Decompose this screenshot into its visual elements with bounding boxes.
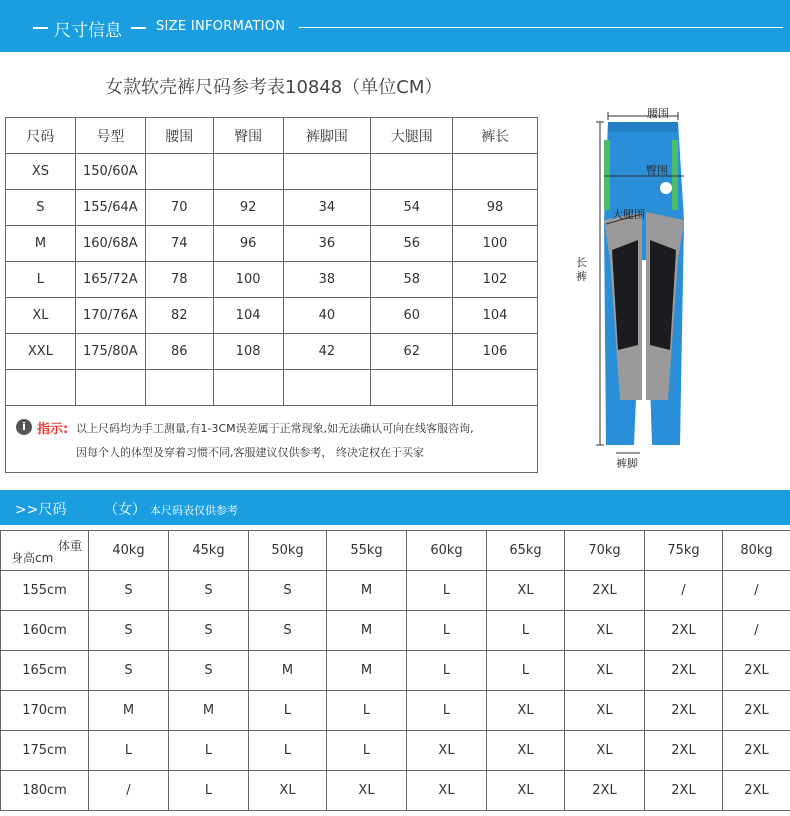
size-cell: XL: [487, 571, 565, 611]
size-table-cell: 165/72A: [75, 262, 145, 298]
size-table-cell: 104: [213, 298, 283, 334]
chart-row: [1, 691, 790, 731]
size-table-header-cell: 大腿围: [371, 118, 453, 154]
size-cell: /: [89, 771, 169, 811]
size-table-cell: 102: [453, 262, 538, 298]
weight-header-cell: 80kg: [723, 531, 790, 571]
size-cell: 2XL: [723, 731, 790, 771]
chart-header-label: >>尺码: [15, 502, 67, 518]
size-table-cell: [145, 154, 213, 190]
chart-row: [1, 771, 790, 811]
size-table-cell: 86: [145, 334, 213, 370]
size-cell: S: [169, 611, 249, 651]
size-chart-banner: [0, 490, 790, 525]
size-table-cell: 100: [213, 262, 283, 298]
size-table-cell: M: [6, 226, 76, 262]
size-cell: L: [407, 691, 487, 731]
weight-header-cell: 70kg: [565, 531, 645, 571]
chart-row: [1, 731, 790, 771]
note-label: 指示:: [37, 422, 69, 437]
size-cell: /: [723, 571, 790, 611]
hip-label: 臀围: [646, 164, 668, 177]
size-table-cell: 96: [213, 226, 283, 262]
size-cell: L: [407, 611, 487, 651]
chart-row: [1, 611, 790, 651]
size-cell: XL: [487, 731, 565, 771]
banner-dash: [33, 27, 48, 29]
size-table-cell: 60: [371, 298, 453, 334]
weight-header-cell: 40kg: [89, 531, 169, 571]
size-cell: 2XL: [645, 651, 723, 691]
size-table-row: [6, 334, 538, 370]
size-cell: M: [327, 611, 407, 651]
chart-header-row: [1, 531, 790, 571]
size-table-cell: S: [6, 190, 76, 226]
size-table-cell: 38: [283, 262, 371, 298]
measurement-note: [5, 405, 538, 473]
size-table-cell: [453, 370, 538, 406]
size-cell: XL: [327, 771, 407, 811]
size-table-cell: 108: [213, 334, 283, 370]
size-table-cell: [213, 370, 283, 406]
chart-corner-cell: [1, 531, 89, 571]
size-cell: XL: [565, 731, 645, 771]
pants-shape: [604, 122, 684, 445]
size-table-cell: 175/80A: [75, 334, 145, 370]
size-cell: L: [327, 731, 407, 771]
size-table-cell: XXL: [6, 334, 76, 370]
size-measurement-table: [5, 117, 538, 406]
size-cell: S: [89, 571, 169, 611]
size-cell: 2XL: [723, 691, 790, 731]
size-table-row: [6, 154, 538, 190]
size-cell: 2XL: [565, 571, 645, 611]
size-cell: S: [249, 611, 327, 651]
weight-header-cell: 65kg: [487, 531, 565, 571]
size-cell: L: [407, 571, 487, 611]
size-table-cell: L: [6, 262, 76, 298]
chart-header-note: 本尺码表仅供参考: [150, 504, 238, 517]
size-table-cell: 155/64A: [75, 190, 145, 226]
size-cell: S: [169, 651, 249, 691]
length-label: 长裤: [576, 256, 587, 283]
size-table-cell: XS: [6, 154, 76, 190]
size-cell: M: [249, 651, 327, 691]
size-cell: XL: [407, 731, 487, 771]
size-cell: L: [249, 731, 327, 771]
size-cell: 2XL: [645, 731, 723, 771]
info-icon: i: [16, 419, 32, 435]
size-table-cell: 106: [453, 334, 538, 370]
size-cell: 2XL: [645, 771, 723, 811]
size-table-header-cell: 裤脚围: [283, 118, 371, 154]
size-table-cell: [371, 154, 453, 190]
note-line-1: 以上尺码均为手工测量,有1-3CM误差属于正常现象,如无法确认可向在线客服咨询,: [76, 422, 474, 435]
chart-header-gender: （女）: [104, 502, 146, 518]
weight-header-cell: 55kg: [327, 531, 407, 571]
size-table-cell: 36: [283, 226, 371, 262]
weight-header-cell: 50kg: [249, 531, 327, 571]
weight-axis-label: 体重: [57, 539, 82, 553]
size-table-cell: [213, 154, 283, 190]
size-cell: XL: [565, 651, 645, 691]
height-weight-size-table: [0, 530, 790, 811]
size-cell: L: [487, 651, 565, 691]
size-table-cell: [283, 370, 371, 406]
size-cell: M: [89, 691, 169, 731]
weight-header-cell: 60kg: [407, 531, 487, 571]
size-cell: 2XL: [723, 651, 790, 691]
size-cell: XL: [487, 771, 565, 811]
waist-label: 腰围: [647, 107, 669, 120]
height-axis-label: 身高cm: [11, 551, 54, 565]
size-cell: L: [169, 771, 249, 811]
size-cell: 2XL: [645, 611, 723, 651]
size-cell: XL: [565, 611, 645, 651]
chart-row: [1, 651, 790, 691]
size-table-cell: 42: [283, 334, 371, 370]
size-table-row: [6, 370, 538, 406]
size-table-cell: 82: [145, 298, 213, 334]
size-table-cell: 98: [453, 190, 538, 226]
size-table-cell: [75, 370, 145, 406]
size-cell: L: [249, 691, 327, 731]
size-table-cell: 92: [213, 190, 283, 226]
size-cell: M: [327, 651, 407, 691]
banner-title-en: SIZE INFORMATION: [156, 19, 286, 34]
size-table-cell: 160/68A: [75, 226, 145, 262]
size-cell: 2XL: [723, 771, 790, 811]
size-table-row: [6, 226, 538, 262]
size-cell: S: [89, 651, 169, 691]
size-table-cell: 100: [453, 226, 538, 262]
size-table-header-cell: 腰围: [145, 118, 213, 154]
size-cell: XL: [487, 691, 565, 731]
size-table-cell: [283, 154, 371, 190]
height-cell: 180cm: [1, 771, 89, 811]
banner-divider: [299, 27, 783, 28]
size-table-cell: 62: [371, 334, 453, 370]
size-cell: 2XL: [565, 771, 645, 811]
page-subtitle: 女款软壳裤尺码参考表10848（单位CM）: [105, 77, 443, 98]
size-table-header-cell: 臀围: [213, 118, 283, 154]
note-line-2: 因每个人的体型及穿着习惯不同,客服建议仅供参考， 终决定权在于买家: [76, 446, 424, 459]
height-cell: 155cm: [1, 571, 89, 611]
size-table-cell: [145, 370, 213, 406]
size-cell: XL: [565, 691, 645, 731]
size-cell: S: [169, 571, 249, 611]
size-table-cell: 104: [453, 298, 538, 334]
size-cell: XL: [249, 771, 327, 811]
size-cell: M: [169, 691, 249, 731]
size-cell: M: [327, 571, 407, 611]
size-table-cell: 54: [371, 190, 453, 226]
size-cell: L: [89, 731, 169, 771]
size-table-cell: 74: [145, 226, 213, 262]
size-table-cell: 170/76A: [75, 298, 145, 334]
size-table-header: [6, 118, 538, 154]
size-table-cell: 56: [371, 226, 453, 262]
pants-measurement-diagram: [560, 100, 790, 480]
weight-header-cell: 75kg: [645, 531, 723, 571]
size-table-cell: 78: [145, 262, 213, 298]
size-table-row: [6, 190, 538, 226]
banner-dash: [131, 27, 146, 29]
banner-title-cn: 尺寸信息: [54, 21, 122, 41]
size-table-cell: [6, 370, 76, 406]
size-table-cell: [371, 370, 453, 406]
size-cell: S: [89, 611, 169, 651]
height-cell: 170cm: [1, 691, 89, 731]
size-table-header-cell: 裤长: [453, 118, 538, 154]
size-cell: L: [487, 611, 565, 651]
size-table-cell: 34: [283, 190, 371, 226]
size-cell: XL: [407, 771, 487, 811]
size-table-row: [6, 298, 538, 334]
size-table-header-cell: 号型: [75, 118, 145, 154]
size-info-banner: [0, 0, 790, 52]
hem-label: 裤脚: [616, 457, 638, 470]
size-table-row: [6, 262, 538, 298]
size-cell: L: [407, 651, 487, 691]
height-cell: 175cm: [1, 731, 89, 771]
size-cell: S: [249, 571, 327, 611]
size-table-cell: [453, 154, 538, 190]
size-table-cell: 40: [283, 298, 371, 334]
thigh-label: 大腿围: [612, 208, 645, 221]
pants-illustration: [560, 100, 790, 480]
size-cell: L: [169, 731, 249, 771]
weight-header-cell: 45kg: [169, 531, 249, 571]
height-cell: 160cm: [1, 611, 89, 651]
chart-row: [1, 571, 790, 611]
size-table-header-cell: 尺码: [6, 118, 76, 154]
size-cell: /: [723, 611, 790, 651]
height-cell: 165cm: [1, 651, 89, 691]
size-table-cell: 150/60A: [75, 154, 145, 190]
size-cell: 2XL: [645, 691, 723, 731]
size-cell: /: [645, 571, 723, 611]
size-table-cell: 58: [371, 262, 453, 298]
size-table-cell: XL: [6, 298, 76, 334]
size-table-cell: 70: [145, 190, 213, 226]
size-cell: L: [327, 691, 407, 731]
